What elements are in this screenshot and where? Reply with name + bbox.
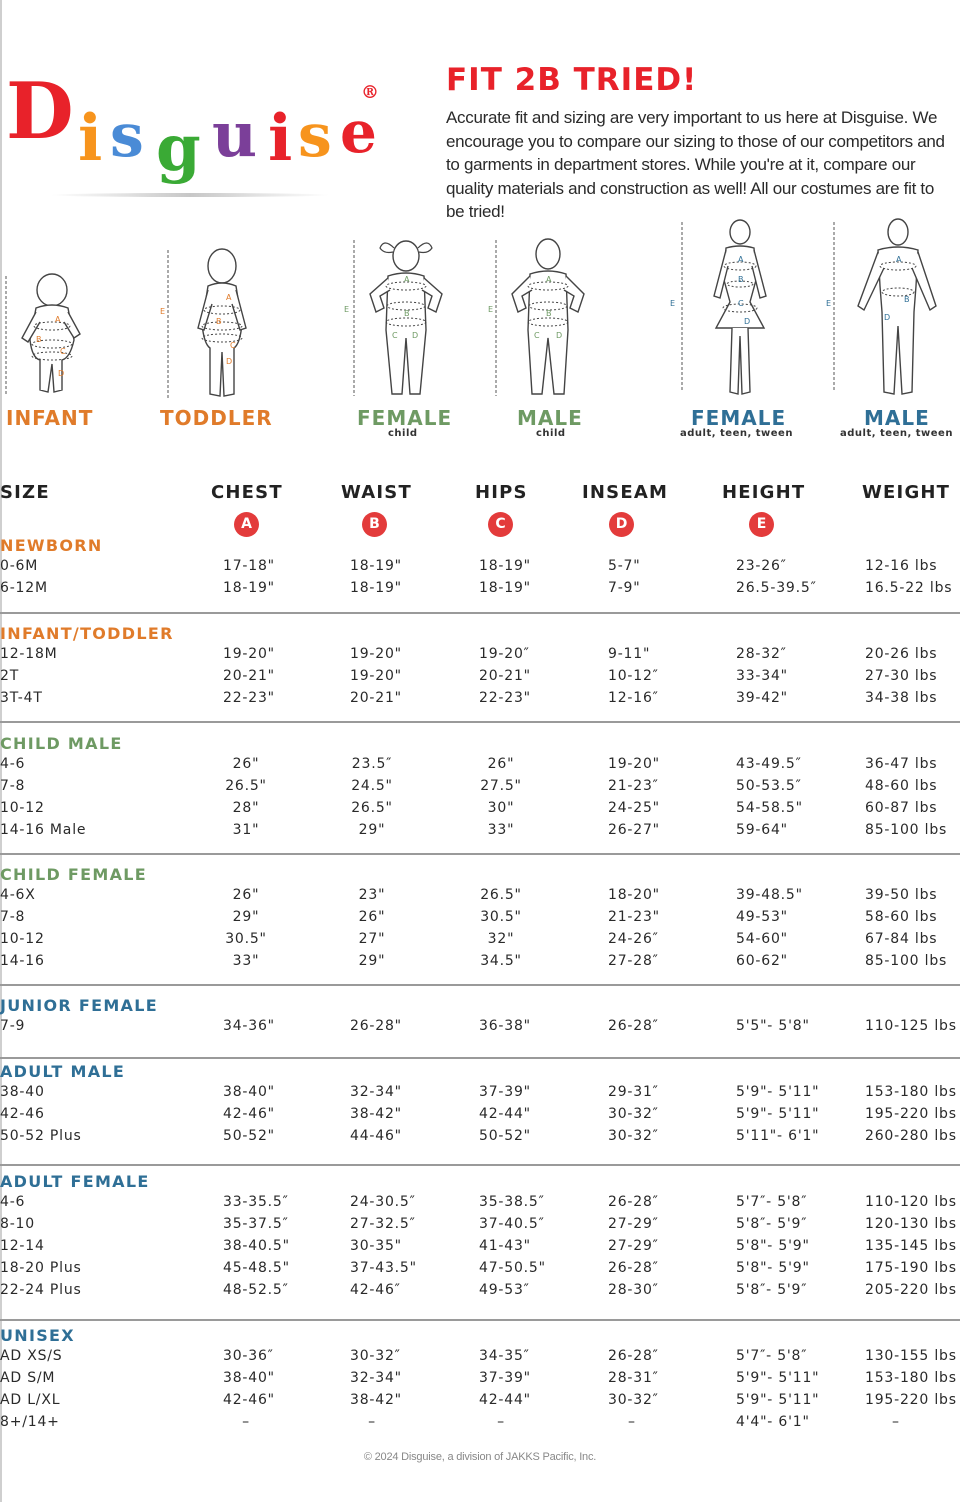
- size-cell: 6-12M: [0, 580, 48, 596]
- height-cell: 54-60": [736, 931, 788, 947]
- size-cell: 12-18M: [0, 646, 58, 662]
- svg-text:D: D: [744, 317, 751, 326]
- height-cell: 23-26″: [736, 558, 787, 574]
- hips-cell: 37-39": [479, 1084, 531, 1100]
- inseam-cell: 26-28″: [608, 1260, 659, 1276]
- chest-cell: 26": [232, 756, 260, 772]
- inseam-cell: 30-32″: [608, 1392, 659, 1408]
- male-child-figure: [486, 234, 596, 406]
- table-row: [0, 1194, 960, 1216]
- hips-cell: 30": [487, 800, 515, 816]
- column-header-inseam: INSEAM: [582, 482, 669, 503]
- weight-cell: 85-100 lbs: [865, 822, 948, 838]
- table-row: [0, 1238, 960, 1260]
- female-adult-figure: [668, 216, 778, 406]
- hips-cell: 42-44": [479, 1392, 531, 1408]
- weight-cell: 34-38 lbs: [865, 690, 938, 706]
- waist-cell: 27": [358, 931, 386, 947]
- chest-cell: 26.5": [225, 778, 267, 794]
- svg-text:C: C: [392, 331, 398, 340]
- size-cell: 8-10: [0, 1216, 35, 1232]
- waist-cell: 30-35": [350, 1238, 402, 1254]
- svg-text:E: E: [344, 305, 350, 314]
- section-divider: [0, 612, 960, 614]
- section-divider: [0, 853, 960, 855]
- chest-cell: 18-19": [223, 580, 275, 596]
- size-cell: AD XS/S: [0, 1348, 63, 1364]
- height-cell: 5'7″- 5'8″: [736, 1194, 808, 1210]
- hips-cell: 37-40.5″: [479, 1216, 545, 1232]
- inseam-cell: 12-16″: [608, 690, 659, 706]
- section-title: CHILD FEMALE: [0, 865, 148, 884]
- weight-cell: 85-100 lbs: [865, 953, 948, 969]
- table-row: [0, 668, 960, 690]
- table-row: [0, 778, 960, 800]
- height-cell: 5'8"- 5'9": [736, 1238, 810, 1254]
- waist-cell: 26.5": [351, 800, 393, 816]
- intro-paragraph: Accurate fit and sizing are very important to us here at Disguise. We encourage you to compare our sizing to those of our competitors and to garments in department stores. While you're at it, compare our quality materials and construction as well! All our costumes are fit to be tried!: [446, 108, 945, 221]
- weight-cell: 58-60 lbs: [865, 909, 938, 925]
- section-divider: [0, 1319, 960, 1321]
- height-cell: 49-53": [736, 909, 788, 925]
- svg-text:B: B: [404, 309, 410, 318]
- section-divider: [0, 1057, 960, 1059]
- svg-text:D: D: [884, 313, 891, 322]
- table-row: [0, 1348, 960, 1370]
- inseam-cell: –: [628, 1414, 636, 1430]
- figure-sub-female-child: child: [388, 428, 418, 439]
- table-row: [0, 953, 960, 975]
- logo-letter: i: [78, 101, 103, 176]
- hips-cell: 47-50.5": [479, 1260, 546, 1276]
- weight-cell: 20-26 lbs: [865, 646, 938, 662]
- hips-cell: 30.5": [480, 909, 522, 925]
- height-cell: 4'4"- 6'1": [736, 1414, 810, 1430]
- table-row: [0, 1370, 960, 1392]
- size-cell: 42-46: [0, 1106, 45, 1122]
- weight-cell: 153-180 lbs: [865, 1084, 957, 1100]
- weight-cell: 12-16 lbs: [865, 558, 938, 574]
- badge-chest: A: [234, 512, 259, 537]
- svg-text:A: A: [226, 293, 232, 302]
- inseam-cell: 27-29″: [608, 1238, 659, 1254]
- disguise-logo: [6, 52, 386, 202]
- figure-label-female-adult: FEMALE: [691, 406, 787, 430]
- inseam-cell: 30-32″: [608, 1128, 659, 1144]
- size-cell: 10-12: [0, 931, 45, 947]
- waist-cell: 19-20": [350, 646, 402, 662]
- height-cell: 50-53.5″: [736, 778, 802, 794]
- figure-sub-male-adult: adult, teen, tween: [840, 428, 953, 439]
- inseam-cell: 27-28″: [608, 953, 659, 969]
- svg-text:C: C: [230, 341, 236, 350]
- logo-letter: g: [156, 111, 201, 186]
- logo-letter: u: [212, 98, 258, 171]
- weight-cell: 36-47 lbs: [865, 756, 938, 772]
- section-title: UNISEX: [0, 1326, 75, 1345]
- svg-text:C: C: [534, 331, 540, 340]
- size-cell: 7-8: [0, 909, 26, 925]
- inseam-cell: 18-20": [608, 887, 660, 903]
- svg-text:B: B: [36, 335, 42, 344]
- section-divider: [0, 1164, 960, 1166]
- copyright-footer: © 2024 Disguise, a division of JAKKS Pacific, Inc.: [363, 1451, 597, 1463]
- weight-cell: 120-130 lbs: [865, 1216, 957, 1232]
- size-cell: 4-6X: [0, 887, 36, 903]
- size-cell: 4-6: [0, 756, 26, 772]
- weight-cell: 39-50 lbs: [865, 887, 938, 903]
- waist-cell: 44-46": [350, 1128, 402, 1144]
- height-cell: 5'8″- 5'9″: [736, 1216, 808, 1232]
- figure-label-male-child: MALE: [517, 406, 583, 430]
- column-header-weight: WEIGHT: [862, 482, 951, 503]
- table-row: [0, 1260, 960, 1282]
- waist-cell: 23.5″: [351, 756, 393, 772]
- hips-cell: 18-19": [479, 580, 531, 596]
- table-row: [0, 800, 960, 822]
- table-row: [0, 931, 960, 953]
- waist-cell: 32-34": [350, 1370, 402, 1386]
- chest-cell: 17-18": [223, 558, 275, 574]
- weight-cell: 27-30 lbs: [865, 668, 938, 684]
- chest-cell: 20-21": [223, 668, 275, 684]
- weight-cell: 175-190 lbs: [865, 1260, 957, 1276]
- chest-cell: 22-23": [223, 690, 275, 706]
- badge-inseam: D: [609, 512, 634, 537]
- waist-cell: –: [368, 1414, 376, 1430]
- inseam-cell: 29-31″: [608, 1084, 659, 1100]
- section-title: JUNIOR FEMALE: [0, 996, 158, 1015]
- section-title: ADULT MALE: [0, 1062, 126, 1081]
- column-header-chest: CHEST: [211, 482, 283, 503]
- hips-cell: 22-23": [479, 690, 531, 706]
- inseam-cell: 24-25": [608, 800, 660, 816]
- inseam-cell: 19-20": [608, 756, 660, 772]
- waist-cell: 42-46″: [350, 1282, 401, 1298]
- inseam-cell: 24-26″: [608, 931, 659, 947]
- chest-cell: –: [242, 1414, 250, 1430]
- column-header-hips: HIPS: [475, 482, 528, 503]
- size-cell: 3T-4T: [0, 690, 43, 706]
- section-title: INFANT/TODDLER: [0, 624, 174, 643]
- table-row: [0, 1018, 960, 1040]
- weight-cell: 153-180 lbs: [865, 1370, 957, 1386]
- svg-text:C: C: [738, 299, 744, 308]
- figure-label-male-adult: MALE: [864, 406, 930, 430]
- waist-cell: 30-32″: [350, 1348, 401, 1364]
- inseam-cell: 26-28″: [608, 1348, 659, 1364]
- svg-text:A: A: [404, 275, 410, 284]
- waist-cell: 27-32.5″: [350, 1216, 416, 1232]
- figure-sub-male-child: child: [536, 428, 566, 439]
- hips-cell: 33": [487, 822, 515, 838]
- table-row: [0, 822, 960, 844]
- height-cell: 5'7″- 5'8″: [736, 1348, 808, 1364]
- waist-cell: 29": [358, 953, 386, 969]
- figure-label-female-child: FEMALE: [357, 406, 453, 430]
- svg-text:E: E: [670, 299, 676, 308]
- chest-cell: 29": [232, 909, 260, 925]
- height-cell: 28-32″: [736, 646, 787, 662]
- size-cell: 4-6: [0, 1194, 26, 1210]
- table-row: [0, 1084, 960, 1106]
- svg-text:A: A: [55, 315, 61, 324]
- hips-cell: –: [497, 1414, 505, 1430]
- chest-cell: 30.5": [225, 931, 267, 947]
- weight-cell: 205-220 lbs: [865, 1282, 957, 1298]
- svg-text:D: D: [58, 369, 65, 378]
- section-title: ADULT FEMALE: [0, 1172, 150, 1191]
- weight-cell: 130-155 lbs: [865, 1348, 957, 1364]
- logo-shadow: [50, 193, 330, 197]
- weight-cell: 195-220 lbs: [865, 1392, 957, 1408]
- chest-cell: 50-52": [223, 1128, 275, 1144]
- size-cell: 12-14: [0, 1238, 45, 1254]
- badge-waist: B: [362, 512, 387, 537]
- logo-letter: D: [6, 66, 74, 157]
- waist-cell: 18-19": [350, 580, 402, 596]
- hips-cell: 18-19": [479, 558, 531, 574]
- svg-text:A: A: [546, 275, 552, 284]
- svg-text:E: E: [826, 299, 832, 308]
- inseam-cell: 28-30″: [608, 1282, 659, 1298]
- waist-cell: 26": [358, 909, 386, 925]
- weight-cell: 260-280 lbs: [865, 1128, 957, 1144]
- height-cell: 26.5-39.5″: [736, 580, 817, 596]
- size-cell: AD S/M: [0, 1370, 56, 1386]
- height-cell: 43-49.5″: [736, 756, 802, 772]
- logo-letter: i: [268, 101, 293, 176]
- weight-cell: 110-125 lbs: [865, 1018, 957, 1034]
- hips-cell: 20-21": [479, 668, 531, 684]
- chest-cell: 42-46": [223, 1392, 275, 1408]
- inseam-cell: 21-23": [608, 909, 660, 925]
- infant-figure: [0, 268, 90, 403]
- svg-text:E: E: [160, 307, 166, 316]
- height-cell: 5'8"- 5'9": [736, 1260, 810, 1276]
- hips-cell: 36-38": [479, 1018, 531, 1034]
- female-child-figure: [340, 234, 450, 406]
- size-cell: AD L/XL: [0, 1392, 61, 1408]
- table-row: [0, 1414, 960, 1436]
- inseam-cell: 27-29″: [608, 1216, 659, 1232]
- height-cell: 5'9"- 5'11": [736, 1106, 820, 1122]
- height-cell: 5'9"- 5'11": [736, 1084, 820, 1100]
- svg-text:B: B: [904, 295, 910, 304]
- registered-mark: ®: [361, 82, 379, 103]
- svg-text:A: A: [738, 255, 744, 264]
- chest-cell: 34-36": [223, 1018, 275, 1034]
- hips-cell: 19-20″: [479, 646, 530, 662]
- weight-cell: 48-60 lbs: [865, 778, 938, 794]
- size-cell: 8+/14+: [0, 1414, 60, 1430]
- hips-cell: 32": [487, 931, 515, 947]
- height-cell: 5'5"- 5'8": [736, 1018, 810, 1034]
- table-row: [0, 690, 960, 712]
- waist-cell: 38-42": [350, 1392, 402, 1408]
- badge-hips: C: [488, 512, 513, 537]
- inseam-cell: 26-28″: [608, 1194, 659, 1210]
- height-cell: 5'11"- 6'1": [736, 1128, 820, 1144]
- waist-cell: 32-34": [350, 1084, 402, 1100]
- table-row: [0, 756, 960, 778]
- chest-cell: 35-37.5″: [223, 1216, 289, 1232]
- chest-cell: 42-46": [223, 1106, 275, 1122]
- column-header-size: SIZE: [0, 482, 50, 503]
- table-row: [0, 887, 960, 909]
- hips-cell: 26": [487, 756, 515, 772]
- hips-cell: 34.5": [480, 953, 522, 969]
- column-header-waist: WAIST: [341, 482, 412, 503]
- svg-text:B: B: [216, 317, 222, 326]
- hips-cell: 41-43": [479, 1238, 531, 1254]
- hips-cell: 49-53″: [479, 1282, 530, 1298]
- size-cell: 0-6M: [0, 558, 39, 574]
- height-cell: 5'9"- 5'11": [736, 1370, 820, 1386]
- chest-cell: 28": [232, 800, 260, 816]
- size-cell: 50-52 Plus: [0, 1128, 82, 1144]
- figure-label-infant: INFANT: [6, 406, 94, 430]
- table-row: [0, 909, 960, 931]
- size-cell: 18-20 Plus: [0, 1260, 82, 1276]
- svg-text:A: A: [896, 255, 902, 264]
- size-cell: 14-16: [0, 953, 45, 969]
- height-cell: 5'8″- 5'9″: [736, 1282, 808, 1298]
- svg-text:E: E: [488, 305, 494, 314]
- table-row: [0, 1282, 960, 1304]
- hips-cell: 26.5": [480, 887, 522, 903]
- svg-text:D: D: [226, 357, 233, 366]
- waist-cell: 18-19": [350, 558, 402, 574]
- inseam-cell: 26-27": [608, 822, 660, 838]
- inseam-cell: 21-23″: [608, 778, 659, 794]
- hips-cell: 42-44": [479, 1106, 531, 1122]
- hips-cell: 34-35″: [479, 1348, 530, 1364]
- table-row: [0, 1216, 960, 1238]
- height-cell: 54-58.5": [736, 800, 803, 816]
- column-header-height: HEIGHT: [722, 482, 806, 503]
- inseam-cell: 26-28″: [608, 1018, 659, 1034]
- inseam-cell: 5-7": [608, 558, 641, 574]
- waist-cell: 24.5": [351, 778, 393, 794]
- waist-cell: 29": [358, 822, 386, 838]
- waist-cell: 24-30.5″: [350, 1194, 416, 1210]
- chest-cell: 38-40": [223, 1370, 275, 1386]
- height-cell: 60-62": [736, 953, 788, 969]
- svg-text:B: B: [546, 309, 552, 318]
- size-cell: 38-40: [0, 1084, 45, 1100]
- table-row: [0, 580, 960, 602]
- toddler-figure: [160, 244, 260, 404]
- size-cell: 7-8: [0, 778, 26, 794]
- height-cell: 59-64": [736, 822, 788, 838]
- inseam-cell: 30-32″: [608, 1106, 659, 1122]
- height-cell: 39-48.5": [736, 887, 803, 903]
- chest-cell: 48-52.5″: [223, 1282, 289, 1298]
- inseam-cell: 7-9": [608, 580, 641, 596]
- table-row: [0, 1128, 960, 1150]
- table-row: [0, 558, 960, 580]
- hips-cell: 37-39": [479, 1370, 531, 1386]
- weight-cell: 195-220 lbs: [865, 1106, 957, 1122]
- svg-text:C: C: [60, 347, 66, 356]
- chest-cell: 45-48.5": [223, 1260, 290, 1276]
- size-cell: 22-24 Plus: [0, 1282, 82, 1298]
- weight-cell: 67-84 lbs: [865, 931, 938, 947]
- figure-label-toddler: TODDLER: [160, 406, 273, 430]
- table-row: [0, 1392, 960, 1414]
- size-cell: 10-12: [0, 800, 45, 816]
- section-title: NEWBORN: [0, 536, 103, 555]
- weight-cell: 60-87 lbs: [865, 800, 938, 816]
- hips-cell: 27.5": [480, 778, 522, 794]
- svg-text:D: D: [412, 331, 419, 340]
- logo-letter: s: [110, 101, 144, 171]
- badge-height: E: [749, 512, 774, 537]
- headline: FIT 2B TRIED!: [446, 62, 698, 98]
- chest-cell: 33-35.5″: [223, 1194, 289, 1210]
- logo-wordmark: [6, 52, 386, 202]
- table-row: [0, 1106, 960, 1128]
- weight-cell: –: [892, 1414, 900, 1430]
- size-cell: 7-9: [0, 1018, 26, 1034]
- section-divider: [0, 984, 960, 986]
- figure-sub-female-adult: adult, teen, tween: [680, 428, 793, 439]
- chest-cell: 30-36″: [223, 1348, 274, 1364]
- chest-cell: 26": [232, 887, 260, 903]
- waist-cell: 26-28": [350, 1018, 402, 1034]
- svg-text:D: D: [556, 331, 563, 340]
- chest-cell: 38-40.5": [223, 1238, 290, 1254]
- weight-cell: 135-145 lbs: [865, 1238, 957, 1254]
- weight-cell: 110-120 lbs: [865, 1194, 957, 1210]
- waist-cell: 20-21": [350, 690, 402, 706]
- section-title: CHILD MALE: [0, 734, 123, 753]
- height-cell: 33-34": [736, 668, 788, 684]
- chest-cell: 19-20": [223, 646, 275, 662]
- size-cell: 14-16 Male: [0, 822, 87, 838]
- hips-cell: 50-52": [479, 1128, 531, 1144]
- size-cell: 2T: [0, 668, 20, 684]
- weight-cell: 16.5-22 lbs: [865, 580, 953, 596]
- hips-cell: 35-38.5″: [479, 1194, 545, 1210]
- waist-cell: 38-42": [350, 1106, 402, 1122]
- inseam-cell: 9-11": [608, 646, 651, 662]
- section-divider: [0, 721, 960, 723]
- waist-cell: 19-20": [350, 668, 402, 684]
- chest-cell: 31": [232, 822, 260, 838]
- height-cell: 39-42": [736, 690, 788, 706]
- chest-cell: 38-40": [223, 1084, 275, 1100]
- chest-cell: 33": [232, 953, 260, 969]
- waist-cell: 37-43.5": [350, 1260, 417, 1276]
- logo-letter: e: [340, 98, 377, 166]
- waist-cell: 23": [358, 887, 386, 903]
- table-row: [0, 646, 960, 668]
- inseam-cell: 28-31″: [608, 1370, 659, 1386]
- height-cell: 5'9"- 5'11": [736, 1392, 820, 1408]
- inseam-cell: 10-12″: [608, 668, 659, 684]
- logo-letter: s: [298, 101, 332, 171]
- svg-text:B: B: [738, 275, 744, 284]
- male-adult-figure: [826, 216, 946, 406]
